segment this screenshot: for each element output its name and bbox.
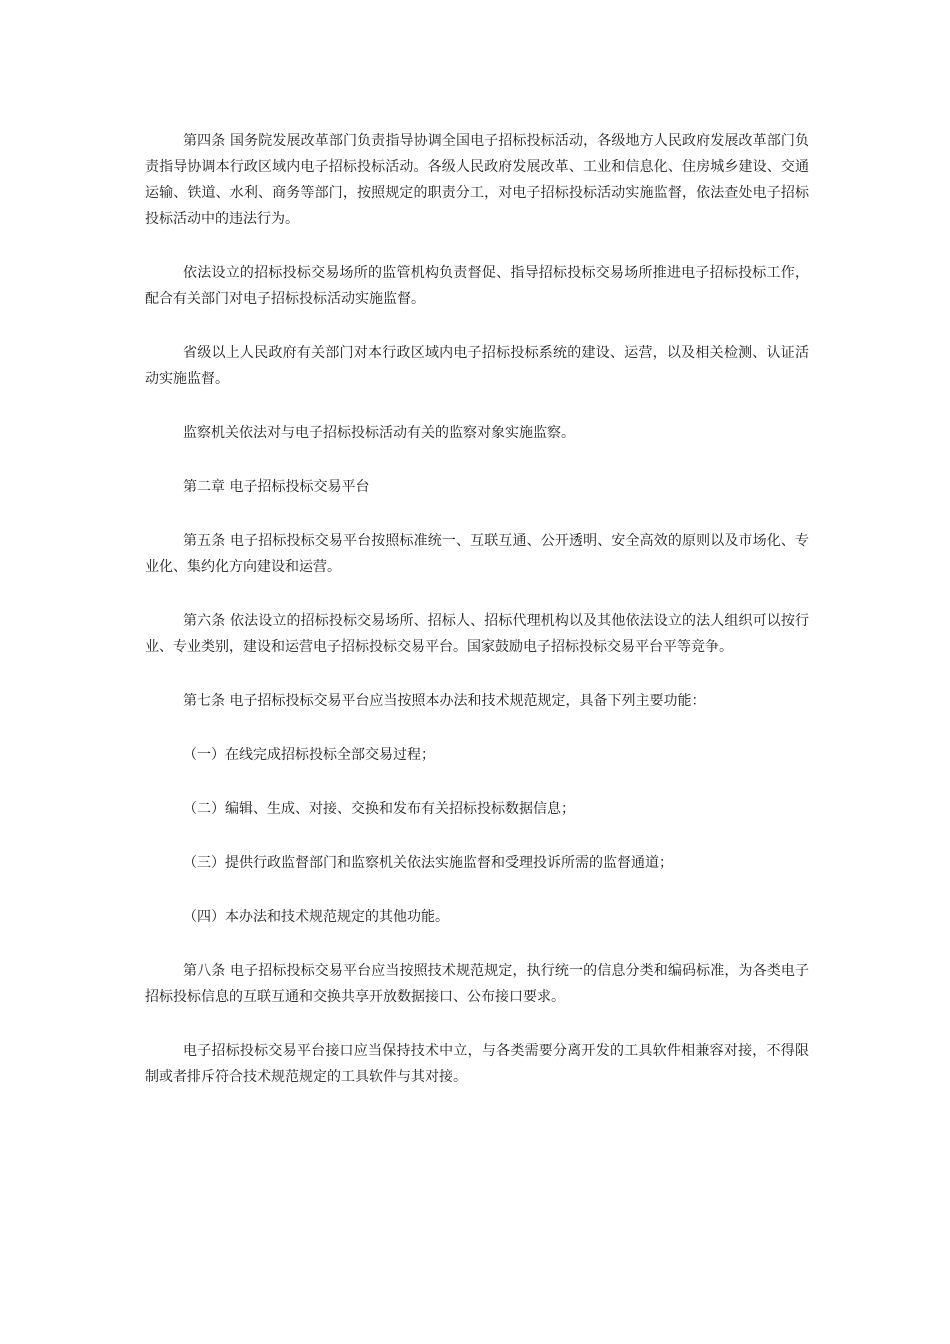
paragraph-supervision-agency: 依法设立的招标投标交易场所的监管机构负责督促、指导招标投标交易场所推进电子招标投标工作，配合有关部门对电子招标投标活动实施监督。 [145,265,809,307]
paragraph-article-7: 第七条 电子招标投标交易平台应当按照本办法和技术规范规定，具备下列主要功能： [183,693,706,709]
paragraph-interface-neutrality: 电子招标投标交易平台接口应当保持技术中立，与各类需要分离开发的工具软件相兼容对接，不得限制或者排斥符合技术规范规定的工具软件与其对接。 [145,1043,809,1085]
list-item-3: （三）提供行政监督部门和监察机关依法实施监督和受理投诉所需的监督通道； [183,855,673,871]
list-item-1: （一）在线完成招标投标全部交易过程； [183,747,435,763]
paragraph-article-5: 第五条 电子招标投标交易平台按照标准统一、互联互通、公开透明、安全高效的原则以及市场化、专业化、集约化方向建设和运营。 [145,533,809,575]
list-item-4: （四）本办法和技术规范规定的其他功能。 [183,909,449,925]
paragraph-article-4: 第四条 国务院发展改革部门负责指导协调全国电子招标投标活动，各级地方人民政府发展改革部门负责指导协调本行政区域内电子招标投标活动。各级人民政府发展改革、工业和信息化、住房城乡建设、交通运输、铁道、水利、商务等部门，按照规定的职责分工，对电子招标投标活动实施监督，依法查处电子招标投标活动中的违法行为。 [145,133,809,227]
paragraph-article-6: 第六条 依法设立的招标投标交易场所、招标人、招标代理机构以及其他依法设立的法人组织可以按行业、专业类别，建设和运营电子招标投标交易平台。国家鼓励电子招标投标交易平台平等竞争。 [145,613,809,655]
paragraph-provincial-supervision: 省级以上人民政府有关部门对本行政区域内电子招标投标系统的建设、运营，以及相关检测、认证活动实施监督。 [145,345,809,387]
document-page [145,128,809,1118]
chapter-heading-2: 第二章 电子招标投标交易平台 [183,479,370,495]
paragraph-supervisory-organ: 监察机关依法对与电子招标投标活动有关的监察对象实施监察。 [183,425,575,441]
paragraph-article-8: 第八条 电子招标投标交易平台应当按照技术规范规定，执行统一的信息分类和编码标准，为各类电子招标投标信息的互联互通和交换共享开放数据接口、公布接口要求。 [145,963,809,1005]
list-item-2: （二）编辑、生成、对接、交换和发布有关招标投标数据信息； [183,801,575,817]
